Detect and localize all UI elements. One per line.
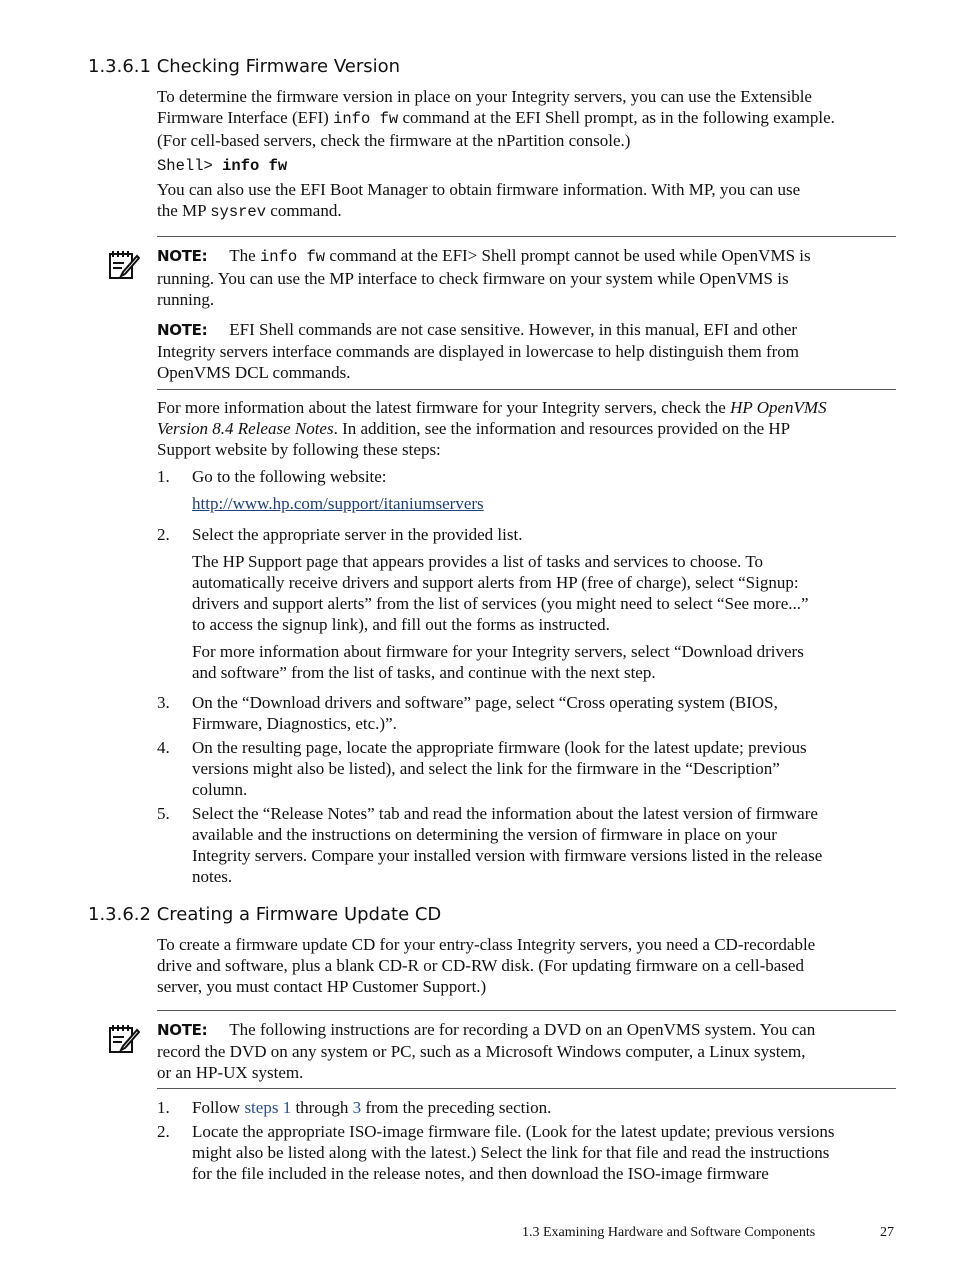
note-1 bbox=[157, 245, 897, 310]
text-line: server, you must contact HP Customer Support.) bbox=[157, 977, 487, 996]
step-text: Go to the following website: bbox=[192, 467, 387, 486]
section-heading-2: 1.3.6.2 Creating a Firmware Update CD bbox=[88, 904, 442, 925]
support-link[interactable]: http://www.hp.com/support/itaniumservers bbox=[192, 494, 484, 513]
steps-1-link[interactable]: steps 1 bbox=[244, 1098, 292, 1117]
step-number: 2. bbox=[157, 525, 170, 544]
step-number: 2. bbox=[157, 1122, 170, 1141]
step-number: 1. bbox=[157, 467, 170, 486]
step-text: Follow steps 1 through 3 from the preceding section. bbox=[192, 1098, 552, 1117]
text-line: The HP Support page that appears provides a list of tasks and services to choose. To bbox=[192, 552, 764, 571]
text-line: drivers and support alerts” from the list of services (you might need to select “See more...” bbox=[192, 594, 809, 613]
step-2-detail-2 bbox=[192, 641, 897, 683]
text-line: Version 8.4 Release Notes. In addition, see the information and resources provided on the HP bbox=[157, 419, 791, 438]
text-line: You can also use the EFI Boot Manager to obtain firmware information. With MP, you can use bbox=[157, 180, 801, 199]
text-line: NOTE: EFI Shell commands are not case sensitive. However, in this manual, EFI and other bbox=[157, 320, 798, 339]
text-line: For more information about firmware for your Integrity servers, select “Download drivers bbox=[192, 642, 804, 661]
note-label: NOTE: bbox=[157, 1021, 208, 1039]
code-example: Shell> info fw bbox=[157, 157, 288, 175]
text-line: automatically receive drivers and support alerts from HP (free of charge), select “Signup: bbox=[192, 573, 799, 592]
more-info-paragraph bbox=[157, 397, 897, 460]
text-line: To create a firmware update CD for your entry-class Integrity servers, you need a CD-recordable bbox=[157, 935, 816, 954]
text-line: For more information about the latest firmware for your Integrity servers, check the HP OpenVMS bbox=[157, 398, 827, 417]
text-line: OpenVMS DCL commands. bbox=[157, 363, 351, 382]
text-line: record the DVD on any system or PC, such as a Microsoft Windows computer, a Linux system, bbox=[157, 1042, 806, 1061]
step-3-link[interactable]: 3 bbox=[352, 1098, 362, 1117]
footer-section-title: 1.3 Examining Hardware and Software Components bbox=[522, 1225, 816, 1240]
note-label: NOTE: bbox=[157, 321, 208, 339]
text-line: drive and software, plus a blank CD-R or CD-RW disk. (For updating firmware on a cell-based bbox=[157, 956, 804, 975]
note-pencil-icon bbox=[108, 1022, 140, 1054]
inline-code: info fw bbox=[333, 110, 399, 128]
text-line: NOTE: The following instructions are for recording a DVD on an OpenVMS system. You can bbox=[157, 1020, 816, 1039]
page-number: 27 bbox=[880, 1225, 894, 1240]
inline-code: info fw bbox=[259, 248, 326, 266]
inline-code: sysrev bbox=[210, 203, 267, 221]
text-line: the MP sysrev command. bbox=[157, 201, 342, 221]
text-line: or an HP-UX system. bbox=[157, 1063, 304, 1082]
section-heading-1: 1.3.6.1 Checking Firmware Version bbox=[88, 56, 401, 77]
note-divider-top bbox=[157, 236, 896, 237]
step-text: Select the appropriate server in the provided list. bbox=[192, 525, 523, 544]
step-text: On the resulting page, locate the appropriate firmware (look for the latest update; previous versions might also be listed), and select the link for the firmware in the “Description” column. bbox=[192, 738, 807, 799]
cd-paragraph bbox=[157, 934, 897, 997]
text-line: Firmware Interface (EFI) info fw command at the EFI Shell prompt, as in the following example. bbox=[157, 108, 835, 128]
step-text: Locate the appropriate ISO-image firmware file. (Look for the latest update; previous versions might also be listed along with the latest.) Select the link for that file and read the instructions for the file included in the release notes, and then download the ISO-image firmware bbox=[192, 1122, 835, 1183]
step-text: On the “Download drivers and software” page, select “Cross operating system (BIOS, Firmware, Diagnostics, etc.)”. bbox=[192, 693, 778, 733]
text-line: running. You can use the MP interface to check firmware on your system while OpenVMS is bbox=[157, 269, 789, 288]
text-line: Integrity servers interface commands are displayed in lowercase to help distinguish them from bbox=[157, 342, 800, 361]
mp-paragraph bbox=[157, 179, 897, 223]
note-divider-top bbox=[157, 1010, 896, 1011]
step-2-detail bbox=[192, 551, 897, 635]
code-command: info fw bbox=[222, 157, 288, 175]
text-line: Support website by following these steps: bbox=[157, 440, 441, 459]
step-text: Select the “Release Notes” tab and read the information about the latest version of firmware available and the instructions on determining the version of firmware in place on your Integrity servers. Compare your installed version with firmware versions listed in the release notes. bbox=[192, 804, 823, 886]
step-number: 1. bbox=[157, 1098, 170, 1117]
text-line: running. bbox=[157, 290, 215, 309]
note-pencil-icon bbox=[108, 248, 140, 280]
text-line: and software” from the list of tasks, and continue with the next step. bbox=[192, 663, 656, 682]
step-number: 4. bbox=[157, 738, 170, 757]
intro-paragraph bbox=[157, 86, 897, 151]
text-line: To determine the firmware version in place on your Integrity servers, you can use the Extensible bbox=[157, 87, 812, 106]
text-line: (For cell-based servers, check the firmware at the nPartition console.) bbox=[157, 131, 631, 150]
note-3 bbox=[157, 1019, 897, 1083]
text-line: NOTE: The info fw command at the EFI> Shell prompt cannot be used while OpenVMS is bbox=[157, 246, 811, 266]
text-line: to access the signup link), and fill out the forms as instructed. bbox=[192, 615, 610, 634]
step-number: 5. bbox=[157, 804, 170, 823]
note-label: NOTE: bbox=[157, 247, 208, 265]
note-divider-bottom bbox=[157, 1088, 896, 1089]
step-number: 3. bbox=[157, 693, 170, 712]
note-divider-bottom bbox=[157, 389, 896, 390]
note-2 bbox=[157, 319, 897, 383]
